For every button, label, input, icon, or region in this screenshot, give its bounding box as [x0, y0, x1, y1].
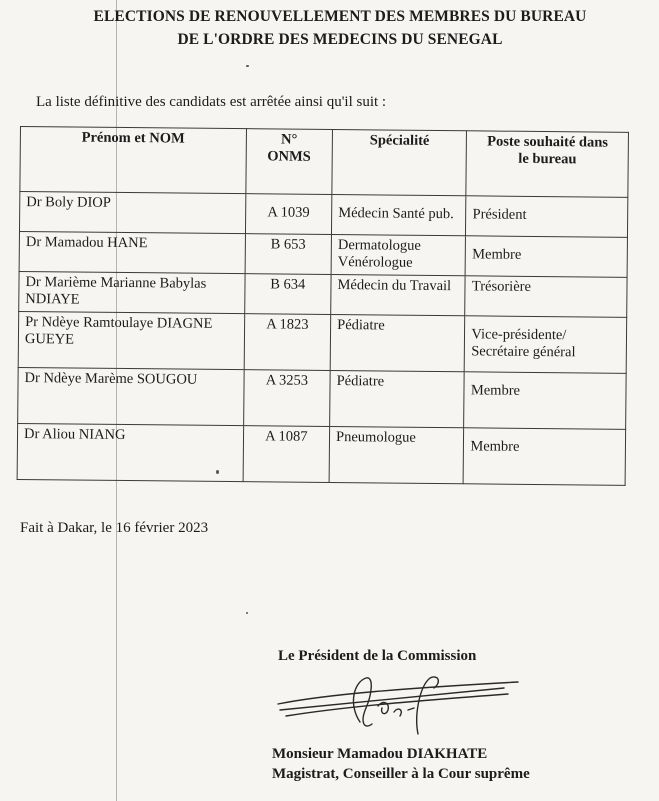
place-date-text: Fait à Dakar, le 16 février 2023 — [20, 520, 209, 536]
cell-post: Trésorière — [465, 276, 627, 318]
cell-name: Dr Mamadou HANE — [19, 231, 245, 273]
intro-text: La liste définitive des candidats est arrêtée ainsi qu'il suit : — [36, 94, 387, 110]
cell-name: Dr Aliou NIANG — [17, 423, 243, 481]
cell-speciality: Dermatologue Vénérologue — [331, 234, 466, 275]
signer-title: Le Président de la Commission — [278, 648, 477, 664]
handwritten-signature — [268, 664, 528, 744]
table-row — [18, 367, 627, 429]
cell-post: Président — [466, 196, 628, 238]
cell-post: Vice-présidente/ Secrétaire général — [465, 316, 627, 374]
header-speciality: Spécialité — [332, 130, 467, 196]
cell-speciality: Pédiatre — [330, 314, 465, 371]
cell-name: Dr Marième Marianne Babylas NDIAYE — [19, 271, 245, 313]
header-onms-line1: N° — [280, 131, 298, 148]
cell-post: Membre — [464, 372, 626, 430]
signer-role: Magistrat, Conseiller à la Cour suprême — [272, 766, 530, 782]
cell-onms: A 1823 — [244, 314, 331, 371]
cell-name: Dr Boly DIOP — [19, 192, 245, 234]
scan-speck — [246, 65, 249, 67]
header-onms-line2: ONMS — [267, 148, 311, 165]
cell-post: Membre — [465, 236, 627, 278]
header-post — [466, 131, 628, 198]
cell-name: Dr Ndèye Marème SOUGOU — [18, 367, 244, 425]
cell-onms: A 3253 — [243, 370, 330, 427]
header-onms — [245, 129, 332, 195]
document-title-line2: DE L'ORDRE DES MEDECINS DU SENEGAL — [177, 31, 503, 48]
cell-speciality: Médecin Santé pub. — [332, 194, 467, 235]
cell-onms: A 1087 — [243, 426, 330, 483]
cell-onms: B 653 — [245, 234, 332, 275]
table-row — [19, 192, 627, 238]
document-title-line1: ELECTIONS DE RENOUVELLEMENT DES MEMBRES DU BUREAU — [93, 8, 587, 25]
table-row — [17, 423, 626, 485]
header-name: Prénom et NOM — [20, 127, 246, 194]
header-post-line1: Poste souhaité dans — [487, 133, 609, 151]
scan-speck — [246, 612, 248, 614]
cell-onms: B 634 — [244, 274, 331, 315]
table-row — [18, 311, 627, 373]
cell-name: Pr Ndèye Ramtoulaye DIAGNE GUEYE — [18, 311, 244, 369]
scan-speck — [216, 470, 219, 474]
cell-onms: A 1039 — [245, 194, 332, 235]
cell-speciality: Médecin du Travail — [331, 274, 466, 315]
candidates-table — [17, 126, 629, 486]
table-row — [19, 231, 627, 277]
table-row — [19, 271, 627, 317]
cell-speciality: Pédiatre — [330, 370, 465, 427]
signer-name: Monsieur Mamadou DIAKHATE — [272, 746, 488, 762]
cell-speciality: Pneumologue — [329, 426, 464, 483]
header-post-line2: le bureau — [518, 150, 577, 168]
cell-post: Membre — [463, 428, 625, 486]
table-header-row — [20, 127, 629, 198]
